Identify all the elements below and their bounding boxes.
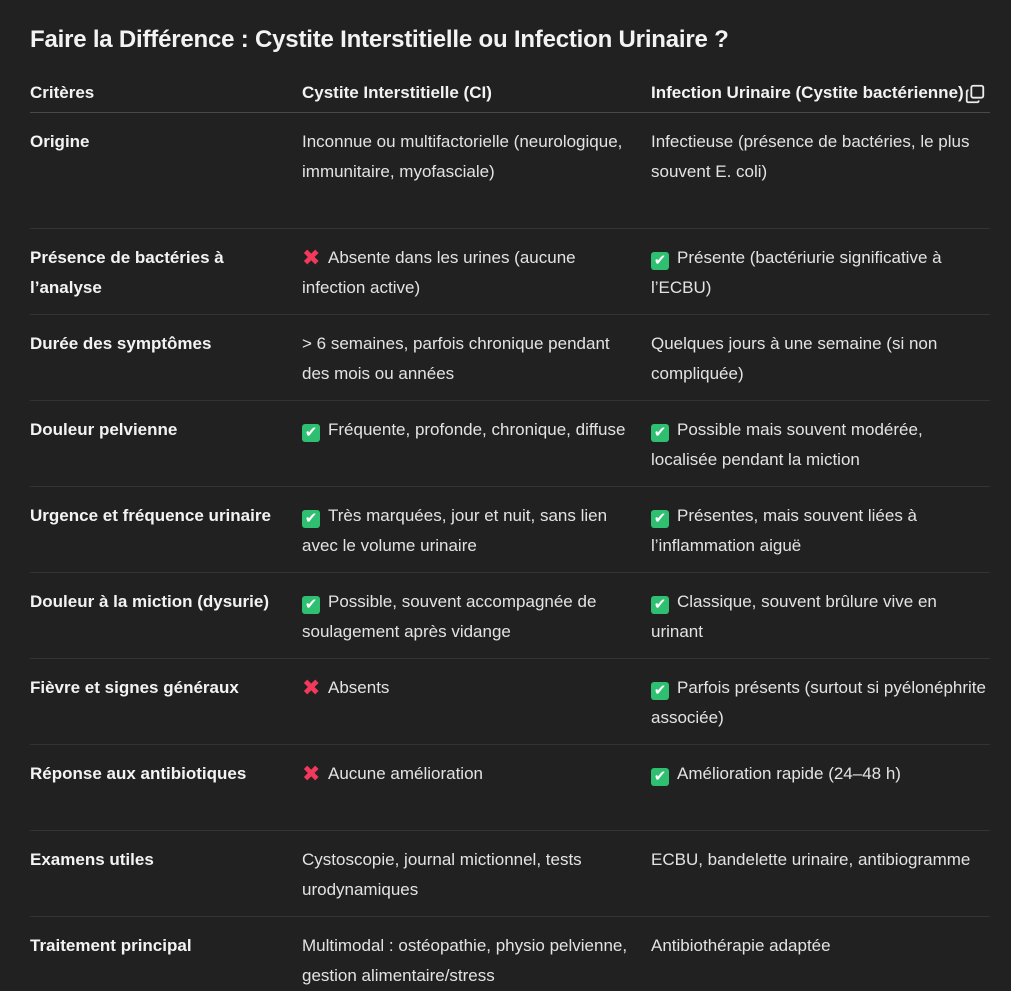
infection-urinaire-cell — [651, 573, 990, 658]
criterion-cell: Origine — [30, 132, 90, 151]
header-criteres: Critères — [30, 83, 95, 102]
criterion-cell: Fièvre et signes généraux — [30, 678, 239, 697]
infection-urinaire-cell — [651, 745, 990, 830]
infection-urinaire-cell — [651, 315, 990, 400]
table-row — [30, 229, 990, 315]
criterion-cell: Réponse aux antibiotiques — [30, 764, 247, 783]
criterion-cell: Examens utiles — [30, 850, 154, 869]
infection-urinaire-cell — [651, 487, 990, 572]
infection-urinaire-cell — [651, 831, 990, 916]
cross-mark-icon: ✖ — [302, 761, 321, 786]
criterion-cell: Douleur à la miction (dysurie) — [30, 592, 269, 611]
check-mark-icon: ✔ — [302, 424, 320, 442]
cell-text: Classique, souvent brûlure vive en urinant — [651, 592, 937, 641]
header-infection-urinaire: Infection Urinaire (Cystite bactérienne) — [651, 83, 964, 102]
cell-text: Quelques jours à une semaine (si non compliquée) — [651, 334, 938, 383]
infection-urinaire-cell — [651, 401, 990, 486]
cystite-interstitielle-cell — [302, 659, 651, 744]
cell-text: Absents — [328, 678, 390, 697]
infection-urinaire-cell — [651, 229, 990, 314]
cell-text: Très marquées, jour et nuit, sans lien avec le volume urinaire — [302, 506, 608, 555]
table-row — [30, 487, 990, 573]
table-row — [30, 831, 990, 917]
criterion-cell: Traitement principal — [30, 936, 192, 955]
cell-text: Présentes, mais souvent liées à l’inflammation aiguë — [651, 506, 918, 555]
cell-text: Parfois présents (surtout si pyélonéphrite associée) — [651, 678, 986, 727]
table-row — [30, 401, 990, 487]
criterion-cell: Douleur pelvienne — [30, 420, 178, 439]
comparison-table — [30, 72, 990, 991]
cell-text: Amélioration rapide (24–48 h) — [677, 764, 901, 783]
cell-text: Infectieuse (présence de bactéries, le plus souvent E. coli) — [651, 132, 970, 181]
cell-text: Possible, souvent accompagnée de soulagement après vidange — [302, 592, 597, 641]
check-mark-icon: ✔ — [302, 596, 320, 614]
table-row — [30, 745, 990, 831]
check-mark-icon: ✔ — [651, 768, 669, 786]
cell-text: Antibiothérapie adaptée — [651, 936, 831, 955]
cystite-interstitielle-cell — [302, 487, 651, 572]
check-mark-icon: ✔ — [651, 510, 669, 528]
table-row — [30, 113, 990, 229]
cystite-interstitielle-cell — [302, 113, 651, 228]
cell-text: Absente dans les urines (aucune infection active) — [302, 248, 576, 297]
infection-urinaire-cell — [651, 659, 990, 744]
cross-mark-icon: ✖ — [302, 245, 321, 270]
cystite-interstitielle-cell — [302, 315, 651, 400]
page-title: Faire la Différence : Cystite Interstitielle ou Infection Urinaire ? — [30, 26, 729, 53]
check-mark-icon: ✔ — [651, 596, 669, 614]
cystite-interstitielle-cell — [302, 573, 651, 658]
cell-text: > 6 semaines, parfois chronique pendant des mois ou années — [302, 334, 610, 383]
cross-mark-icon: ✖ — [302, 675, 321, 700]
table-header-row — [30, 72, 990, 113]
cystite-interstitielle-cell — [302, 831, 651, 916]
table-row — [30, 315, 990, 401]
check-mark-icon: ✔ — [651, 424, 669, 442]
check-mark-icon: ✔ — [651, 252, 669, 270]
table-row — [30, 659, 990, 745]
table-row — [30, 573, 990, 659]
cystite-interstitielle-cell — [302, 401, 651, 486]
check-mark-icon: ✔ — [651, 682, 669, 700]
cell-text: Présente (bactériurie significative à l’ECBU) — [651, 248, 942, 297]
cell-text: Inconnue ou multifactorielle (neurologique, immunitaire, myofasciale) — [302, 132, 623, 181]
infection-urinaire-cell — [651, 113, 990, 228]
cell-text: Fréquente, profonde, chronique, diffuse — [328, 420, 626, 439]
cell-text: Aucune amélioration — [328, 764, 483, 783]
table-row — [30, 917, 990, 991]
check-mark-icon: ✔ — [302, 510, 320, 528]
cell-text: Possible mais souvent modérée, localisée pendant la miction — [651, 420, 923, 469]
cell-text: ECBU, bandelette urinaire, antibiogramme — [651, 850, 971, 869]
cystite-interstitielle-cell — [302, 229, 651, 314]
copy-icon[interactable] — [964, 83, 986, 105]
criterion-cell: Durée des symptômes — [30, 334, 212, 353]
table-body — [30, 113, 990, 991]
cell-text: Cystoscopie, journal mictionnel, tests urodynamiques — [302, 850, 582, 899]
cell-text: Multimodal : ostéopathie, physio pelvienne, gestion alimentaire/stress — [302, 936, 628, 985]
header-cystite-interstitielle: Cystite Interstitielle (CI) — [302, 83, 492, 102]
criterion-cell: Urgence et fréquence urinaire — [30, 506, 271, 525]
cystite-interstitielle-cell — [302, 745, 651, 830]
criterion-cell: Présence de bactéries à l’analyse — [30, 248, 224, 297]
cystite-interstitielle-cell — [302, 917, 651, 991]
infection-urinaire-cell — [651, 917, 990, 991]
